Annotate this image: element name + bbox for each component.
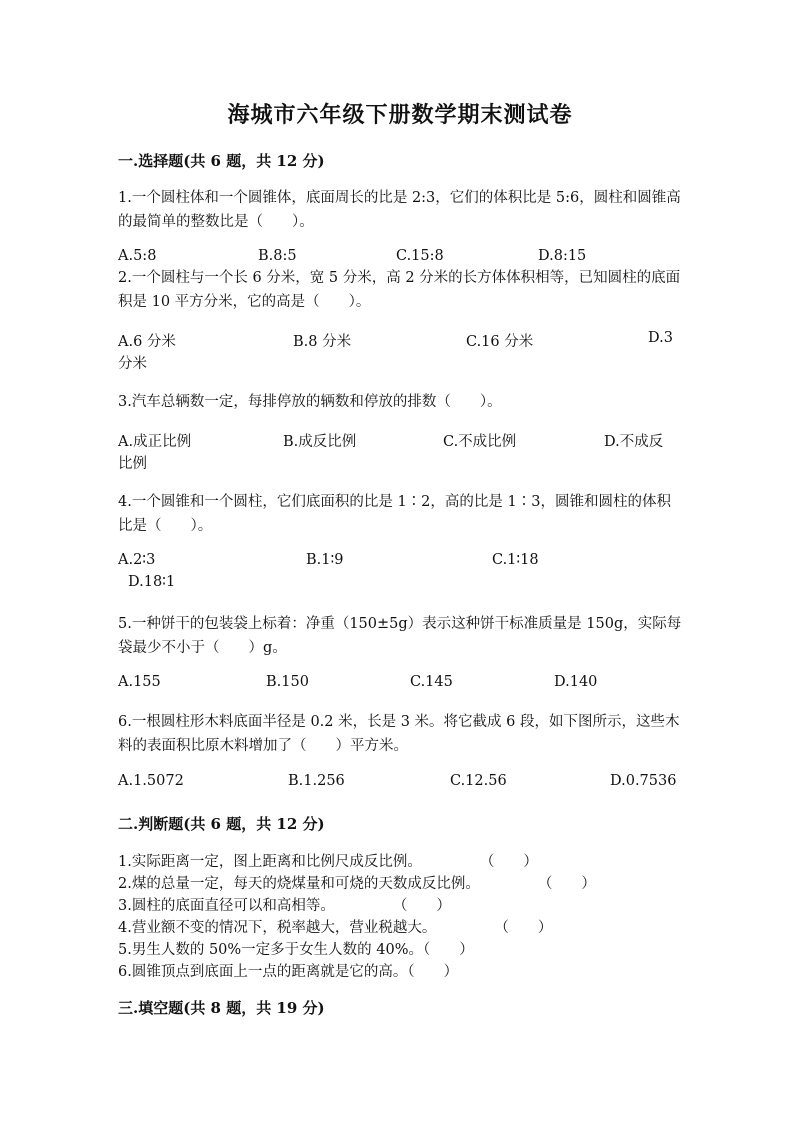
option-d[interactable]: D.0.7536 [610,773,677,789]
question-2: 2.一个圆柱与一个长 6 分米，宽 5 分米，高 2 分米的长方体体积相等，已知圆柱的底面积是 10 平方分米，它的高是（ ）。 [118,270,681,310]
option-d-continued: 分米 [118,356,147,372]
option-c[interactable]: C.15:8 [396,248,444,264]
option-d[interactable]: D.8:15 [538,248,587,264]
option-a[interactable]: A.1.5072 [118,773,184,789]
question-5: 5.一种饼干的包装袋上标着：净重（150±5g）表示这种饼干标准质量是 150g，实际每袋最少不小于（ ）g。 [118,616,682,656]
question-1: 1.一个圆柱体和一个圆锥体，底面周长的比是 2:3，它们的体积比是 5:6，圆柱和圆锥高的最简单的整数比是（ ）。 [118,190,681,230]
page-title: 海城市六年级下册数学期末测试卷 [227,102,573,128]
question-4-options [118,552,683,574]
option-b[interactable]: B.1∶9 [306,552,344,568]
section-heading-true-false: 二.判断题(共 6 题，共 12 分) [118,815,325,833]
option-b[interactable]: B.150 [266,674,309,690]
option-c[interactable]: C.12.56 [450,773,507,789]
option-d[interactable]: D.18∶1 [128,574,176,590]
true-false-item-3: 3.圆柱的底面直径可以和高相等。 （ ） [118,898,451,914]
option-b[interactable]: B.1.256 [288,773,345,789]
option-b[interactable]: B.成反比例 [283,434,357,450]
option-a[interactable]: A.成正比例 [118,434,192,450]
question-6: 6.一根圆柱形木料底面半径是 0.2 米，长是 3 米。将它截成 6 段，如下图所示，这些木料的表面积比原木料增加了（ ）平方米。 [118,714,680,754]
option-a[interactable]: A.2∶3 [118,552,156,568]
option-a[interactable]: A.5:8 [118,248,157,264]
option-a[interactable]: A.155 [118,674,161,690]
question-4: 4.一个圆锥和一个圆柱，它们底面积的比是 1∶2，高的比是 1∶3，圆锥和圆柱的体积比是（ ）。 [118,494,671,534]
option-d[interactable]: D.3 [648,330,673,346]
option-d[interactable]: D.不成反 [604,434,664,450]
option-c[interactable]: C.1∶18 [492,552,539,568]
question-5-options [118,674,683,696]
true-false-item-1: 1.实际距离一定，图上距离和比例尺成反比例。 （ ） [118,854,538,870]
option-c[interactable]: C.不成比例 [443,434,517,450]
option-c[interactable]: C.145 [410,674,453,690]
question-2-options [118,330,683,352]
true-false-item-5: 5.男生人数的 50%一定多于女生人数的 40%。（ ） [118,942,474,958]
option-b[interactable]: B.8:5 [258,248,297,264]
question-3: 3.汽车总辆数一定，每排停放的辆数和停放的排数（ ）。 [118,394,502,410]
option-c[interactable]: C.16 分米 [466,334,534,350]
section-heading-fill-in: 三.填空题(共 8 题，共 19 分) [118,999,325,1017]
option-b[interactable]: B.8 分米 [293,334,352,350]
option-a[interactable]: A.6 分米 [118,334,176,350]
question-3-options [118,430,683,452]
option-d-continued: 比例 [118,456,147,472]
true-false-item-6: 6.圆锥顶点到底面上一点的距离就是它的高。（ ） [118,964,459,980]
option-d[interactable]: D.140 [554,674,598,690]
true-false-item-4: 4.营业额不变的情况下，税率越大，营业税越大。 （ ） [118,920,553,936]
section-heading-choice: 一.选择题(共 6 题，共 12 分) [118,152,325,170]
question-6-options [118,773,683,795]
true-false-item-2: 2.煤的总量一定，每天的烧煤量和可烧的天数成反比例。 （ ） [118,876,596,892]
